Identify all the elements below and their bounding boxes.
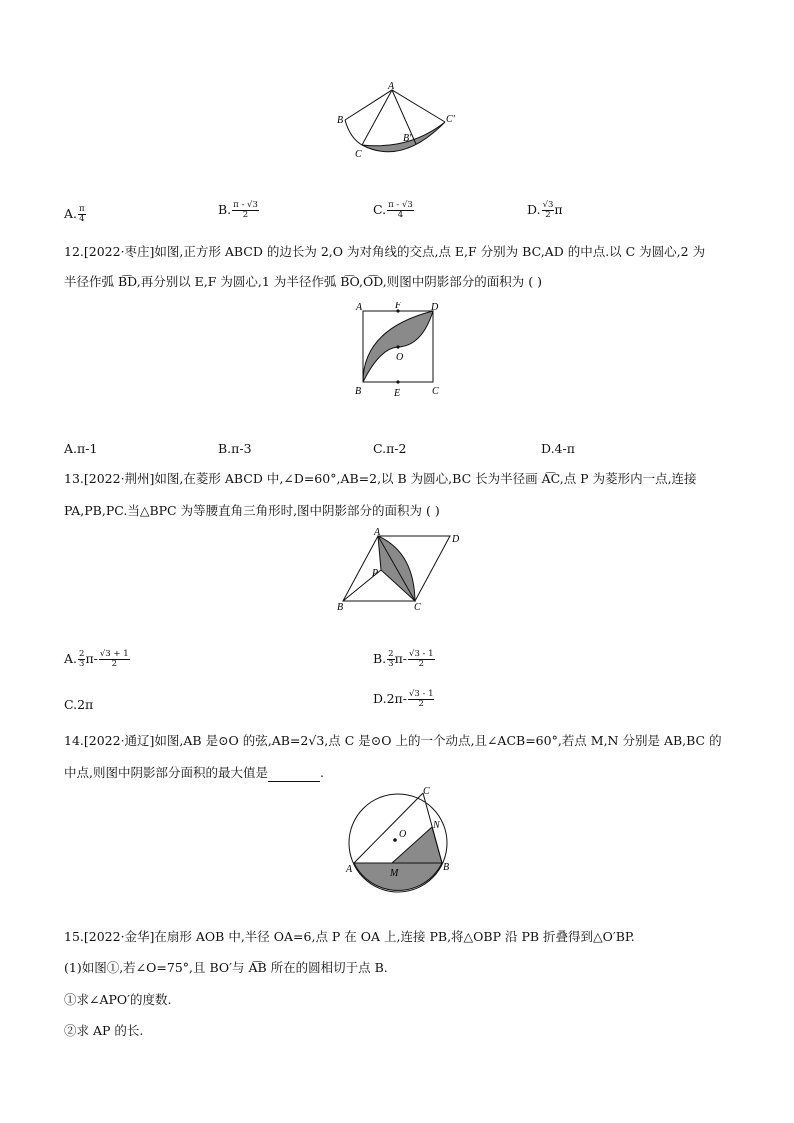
q13-option-a-num: √3 + 1	[99, 649, 129, 659]
q15-part1: (1)如图①,若∠O=75°,且 BO′与 A͡B 所在的圆相切于点 B.	[64, 960, 388, 975]
q11-option-a-den: 4	[79, 214, 85, 224]
q11-option-a-num: π	[79, 204, 85, 214]
q13-option-a-den: 2	[111, 659, 117, 669]
q12-label-a: A	[356, 302, 363, 313]
q14-stem-line1: 14.[2022·通辽]如图,AB 是⊙O 的弦,AB=2√3,点 C 是⊙O 上的一个动点,且∠ACB=60°,若点 M,N 分别是 AB,BC 的	[64, 733, 722, 748]
q11-option-d-num: √3	[542, 200, 554, 210]
q13-label-a: A	[374, 528, 381, 538]
q13-option-a-mid: π-	[85, 651, 98, 666]
q14-answer-blank[interactable]	[268, 769, 320, 782]
q13-option-b-coef	[387, 650, 394, 669]
q11-option-b-frac	[232, 201, 259, 220]
q12-stem-line2: 半径作弧 B͡D,再分别以 E,F 为圆心,1 为半径作弧 B͡O,O͡D,则图中阴影部分的面积为 ( )	[64, 274, 542, 289]
q12-point-o	[396, 345, 399, 348]
q11-option-a-prefix: A.	[64, 206, 78, 221]
q11-option-d-frac	[542, 201, 555, 220]
q11-line-ac	[362, 90, 392, 145]
q14-label-o: O	[399, 829, 407, 840]
q11-option-d-suffix: π	[554, 202, 563, 217]
q12-label-e: E	[394, 388, 401, 399]
q12-label-o: O	[396, 352, 404, 363]
q13-option-b-den: 2	[418, 659, 425, 669]
q13-option-b-coef-den: 3	[388, 659, 394, 669]
q13-option-b-frac	[408, 650, 435, 669]
q11-option-a-frac	[78, 205, 86, 224]
q11-option-b-den: 2	[242, 210, 249, 220]
q12-label-b: B	[355, 386, 362, 397]
q11-option-c	[373, 201, 414, 220]
q12-label-f: F	[395, 302, 402, 311]
q14-label-c: C	[423, 786, 430, 797]
q13-stem-line1: 13.[2022·荆州]如图,在菱形 ABCD 中,∠D=60°,AB=2,以 B 为圆心,BC 长为半径画 A͡C,点 P 为菱形内一点,连接	[64, 471, 697, 486]
q11-option-b-num: π - √3	[233, 200, 258, 210]
q13-option-a-coef-num: 2	[79, 649, 85, 659]
q11-label-c: C	[355, 149, 362, 160]
q13-option-b-mid: π-	[394, 651, 408, 666]
q13-option-d-den: 2	[418, 699, 424, 709]
q14-center-o	[393, 838, 397, 842]
q13-option-c	[64, 697, 93, 712]
q11-option-b-prefix: B.	[218, 202, 232, 217]
q12-label-c: C	[432, 386, 439, 397]
q11-label-b: B	[337, 115, 344, 126]
q14-figure	[340, 782, 460, 896]
q13-option-a	[64, 650, 130, 669]
q13-option-a-prefix: A.	[64, 651, 78, 666]
q13-label-c: C	[414, 602, 421, 613]
q13-label-b: B	[337, 602, 344, 613]
q13-figure	[332, 528, 466, 614]
q12-option-d: D.4-π	[541, 441, 575, 456]
q13-label-p: P	[372, 568, 379, 579]
q11-option-d-prefix: D.	[527, 202, 541, 217]
q11-option-c-frac	[387, 201, 414, 220]
q11-label-a: A	[388, 81, 395, 92]
q12-option-a: A.π-1	[64, 441, 98, 456]
q15-subpart2: ②求 AP 的长.	[64, 1023, 144, 1038]
q11-option-d-den: 2	[545, 210, 551, 220]
q13-option-c-prefix: C.	[64, 697, 78, 712]
q13-option-b	[373, 650, 435, 669]
q11-option-b	[218, 201, 259, 220]
q13-option-b-num: √3 - 1	[409, 649, 434, 659]
q11-arc-top	[345, 90, 445, 122]
q11-option-c-prefix: C.	[373, 202, 387, 217]
q14-label-m: M	[390, 868, 399, 879]
q13-option-c-text: 2π	[77, 697, 94, 712]
q11-figure	[330, 80, 465, 165]
q13-option-d-prefix: D.	[373, 691, 387, 706]
q11-option-d	[527, 201, 563, 220]
q13-option-a-frac	[99, 650, 130, 669]
q12-option-b: B.π-3	[218, 441, 252, 456]
q11-option-c-den: 4	[397, 210, 404, 220]
q13-option-d-num: √3 - 1	[408, 689, 434, 699]
q12-figure	[352, 302, 444, 400]
q13-option-b-coef-num: 2	[388, 649, 394, 659]
q13-label-d: D	[452, 534, 460, 545]
q13-option-d-frac	[408, 690, 435, 709]
q11-arc-outer	[345, 120, 362, 145]
q15-stem-line1: 15.[2022·金华]在扇形 AOB 中,半径 OA=6,点 P 在 OA 上,连接 PB,将△OBP 沿 PB 折叠得到△O′BP.	[64, 929, 635, 944]
q11-option-c-num: π - √3	[388, 200, 413, 210]
q14-stem-line2-text: 中点,则图中阴影部分面积的最大值是	[64, 765, 268, 780]
q12-option-c: C.π-2	[373, 441, 407, 456]
q13-option-d-mid: 2π-	[386, 691, 407, 706]
q12-point-e	[396, 380, 399, 383]
q14-label-a: A	[346, 864, 353, 875]
q11-label-c-prime: C'	[446, 114, 455, 125]
q14-label-b: B	[443, 862, 450, 873]
q11-option-a	[64, 205, 86, 224]
q14-stem-line2-end: .	[319, 765, 324, 780]
q14-label-n: N	[433, 820, 440, 831]
q11-label-b-prime: B'	[403, 133, 412, 144]
q13-option-a-coef-den: 3	[79, 659, 85, 669]
q14-stem-line2	[64, 764, 324, 782]
q12-stem-line1: 12.[2022·枣庄]如图,正方形 ABCD 的边长为 2,O 为对角线的交点,点 E,F 分别为 BC,AD 的中点.以 C 为圆心,2 为	[64, 244, 706, 259]
q13-option-d	[373, 690, 434, 709]
q12-label-d: D	[431, 302, 439, 313]
q13-stem-line2: PA,PB,PC.当△BPC 为等腰直角三角形时,图中阴影部分的面积为 ( )	[64, 503, 440, 518]
q15-subpart1: ①求∠APO′的度数.	[64, 992, 172, 1007]
q13-option-b-prefix: B.	[373, 651, 387, 666]
